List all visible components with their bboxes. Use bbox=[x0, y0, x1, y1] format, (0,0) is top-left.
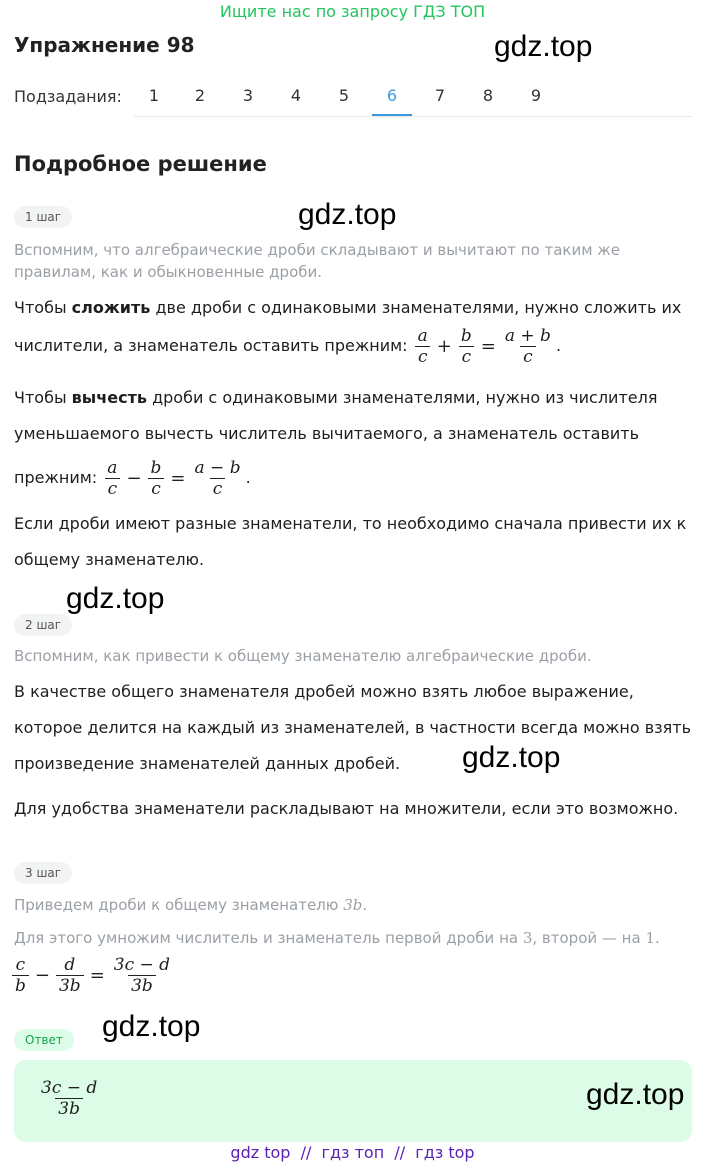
paragraph: уменьшаемого вычесть числитель вычитаемого, а знаменатель оставить bbox=[14, 424, 640, 443]
step-badge: 3 шаг bbox=[14, 862, 72, 884]
step-hint: Вспомним, что алгебраические дроби складывают и вычитают по таким же правилам, как и обыкновенные дроби. bbox=[14, 241, 621, 281]
fraction: $\frac{a}{c}$ bbox=[104, 458, 120, 499]
tab-subtask-8[interactable]: 8 bbox=[482, 86, 494, 105]
watermark: gdz.top bbox=[462, 741, 561, 774]
watermark: gdz.top bbox=[298, 198, 397, 231]
paragraph: Если дроби имеют разные знаменатели, то необходимо сначала привести их к bbox=[14, 514, 687, 533]
tab-subtask-9[interactable]: 9 bbox=[530, 86, 542, 105]
paragraph: числители, а знаменатель оставить прежним: $\frac{a}{c}$ + $\frac{b}{c}$ = $\frac{a + b}{c}$ . bbox=[14, 326, 562, 367]
answer-badge: Ответ bbox=[14, 1029, 74, 1051]
tab-subtask-4[interactable]: 4 bbox=[290, 86, 302, 105]
fraction: $\frac{c}{b}$ bbox=[12, 955, 29, 996]
step-badge: 2 шаг bbox=[14, 614, 72, 636]
answer-equation bbox=[36, 1078, 102, 1119]
watermark: gdz.top bbox=[66, 582, 165, 615]
paragraph: Чтобы сложить две дроби с одинаковыми знаменателями, нужно сложить их bbox=[14, 298, 682, 317]
fraction: $\frac{d}{3b}$ bbox=[56, 955, 84, 996]
fraction: $\frac{a - b}{c}$ bbox=[194, 458, 241, 499]
step-hint: Для этого умножим числитель и знаменатель первой дроби на 3, второй — на 1. bbox=[14, 929, 660, 947]
tab-subtask-5[interactable]: 5 bbox=[338, 86, 350, 105]
watermark: gdz.top bbox=[586, 1078, 685, 1111]
paragraph: Чтобы вычесть дроби с одинаковыми знаменателями, нужно из числителя bbox=[14, 388, 658, 407]
equation: $\frac{c}{b}$ − $\frac{d}{3b}$ = $\frac{3c - d}{3b}$ bbox=[10, 955, 175, 996]
top-banner[interactable]: Ищите нас по запросу ГДЗ ТОП bbox=[219, 2, 486, 21]
tab-subtask-6[interactable]: 6 bbox=[372, 78, 412, 116]
fraction: $\frac{3c - d}{3b}$ bbox=[113, 955, 171, 996]
paragraph: произведение знаменателей данных дробей. bbox=[14, 754, 401, 773]
answer-box bbox=[14, 1060, 692, 1142]
subtasks-label: Подзадания: bbox=[14, 87, 122, 106]
fraction: $\frac{a + b}{c}$ bbox=[504, 326, 551, 367]
fraction: $\frac{b}{c}$ bbox=[148, 458, 165, 499]
tab-subtask-3[interactable]: 3 bbox=[242, 86, 254, 105]
step-badge: 1 шаг bbox=[14, 206, 72, 228]
paragraph: общему знаменателю. bbox=[14, 550, 205, 569]
step-hint: Вспомним, как привести к общему знаменателю алгебраические дроби. bbox=[14, 647, 592, 665]
fraction: $\frac{b}{c}$ bbox=[458, 326, 475, 367]
step-hint: Приведем дроби к общему знаменателю 3b. bbox=[14, 896, 368, 914]
fraction: $\frac{a}{c}$ bbox=[415, 326, 431, 367]
footer-links[interactable]: gdz top // гдз топ // гдз top bbox=[230, 1143, 475, 1162]
section-title: Подробное решение bbox=[14, 152, 267, 176]
watermark: gdz.top bbox=[494, 30, 593, 63]
paragraph: прежним: $\frac{a}{c}$ − $\frac{b}{c}$ = $\frac{a - b}{c}$ . bbox=[14, 458, 251, 499]
page-title: Упражнение 98 bbox=[14, 33, 195, 57]
paragraph: Для удобства знаменатели раскладывают на множители, если это возможно. bbox=[14, 799, 679, 818]
tab-subtask-2[interactable]: 2 bbox=[194, 86, 206, 105]
watermark: gdz.top bbox=[102, 1010, 201, 1043]
subtasks-tabs bbox=[134, 78, 692, 117]
fraction: $\frac{3c - d}{3b}$ bbox=[41, 1078, 98, 1119]
paragraph: В качестве общего знаменателя дробей можно взять любое выражение, bbox=[14, 682, 634, 701]
tab-subtask-7[interactable]: 7 bbox=[434, 86, 446, 105]
tab-subtask-1[interactable]: 1 bbox=[148, 86, 160, 105]
paragraph: которое делится на каждый из знаменателей, в частности всегда можно взять bbox=[14, 718, 692, 737]
